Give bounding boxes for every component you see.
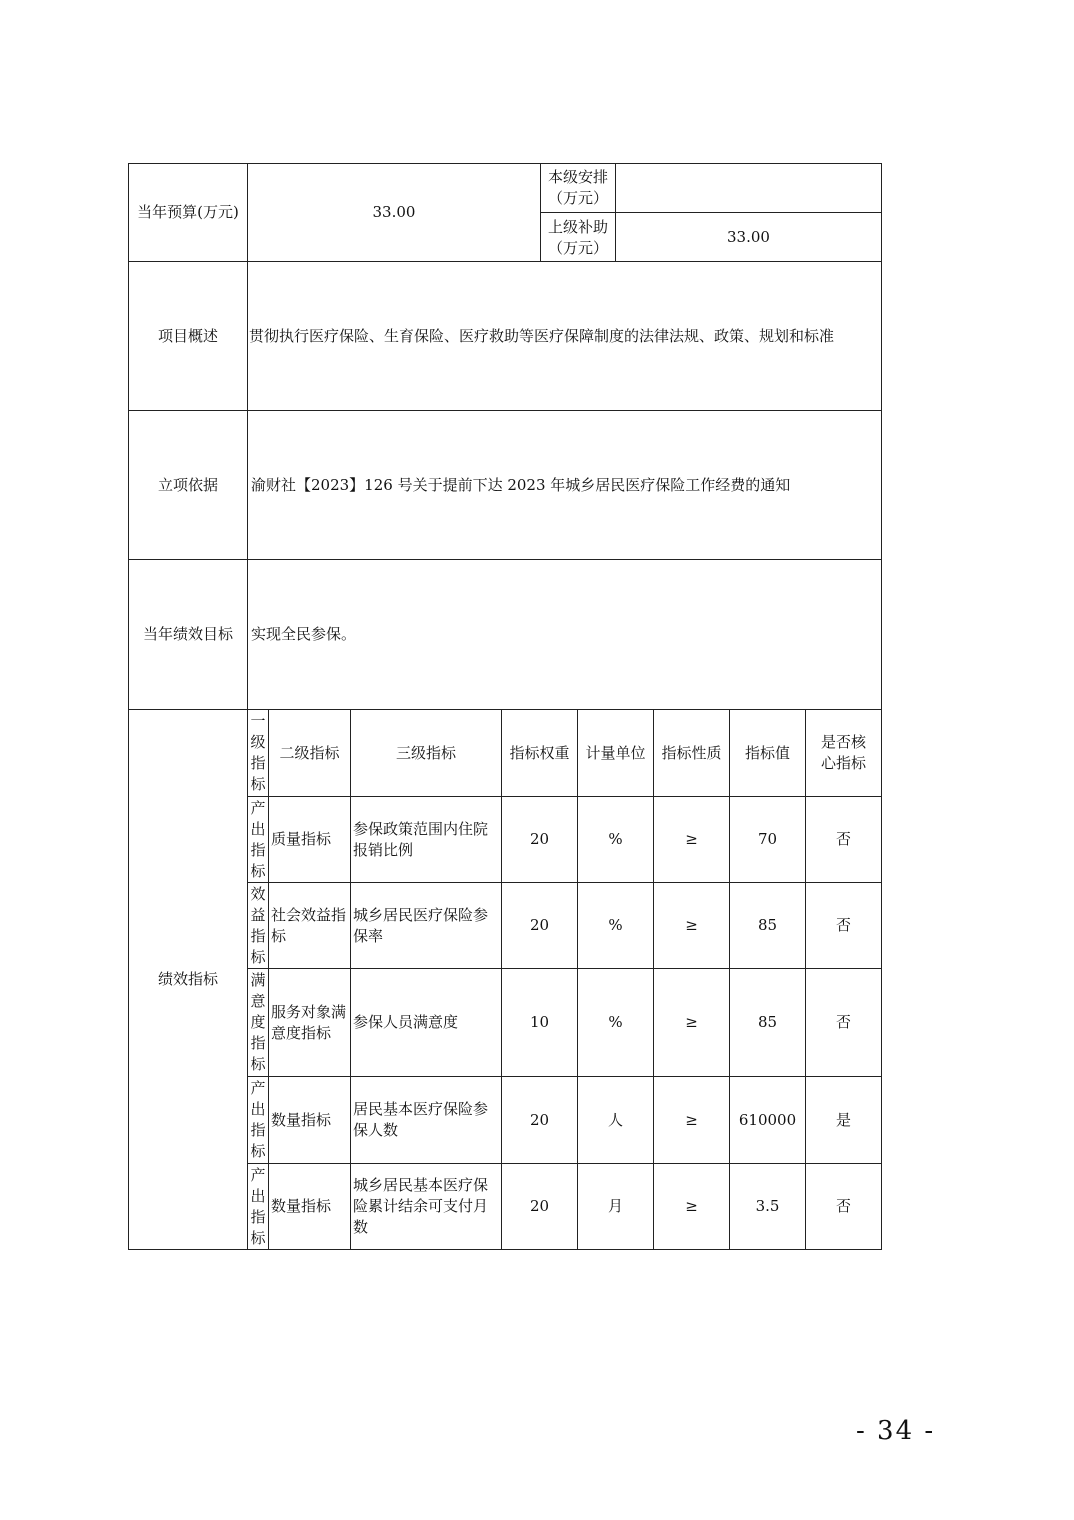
header-level3: 三级指标 xyxy=(395,743,456,762)
row-unit: % xyxy=(608,1013,623,1031)
overview-label: 项目概述 xyxy=(157,326,218,345)
row-value: 610000 xyxy=(738,1110,797,1129)
basis-label: 立项依据 xyxy=(157,475,218,494)
local-budget-value xyxy=(616,163,881,212)
row-value: 70 xyxy=(757,830,778,848)
row-nature: ≥ xyxy=(685,1013,698,1031)
row-core: 否 xyxy=(835,830,851,848)
row-value: 3.5 xyxy=(755,1197,780,1215)
row-level2: 质量指标 xyxy=(271,830,332,848)
row-weight: 20 xyxy=(529,830,550,848)
row-level1: 产出指标 xyxy=(250,1165,266,1247)
row-level1: 产出指标 xyxy=(250,1079,266,1160)
row-unit: 月 xyxy=(607,1197,623,1215)
row-level3: 参保政策范围内住院报销比例 xyxy=(353,819,489,859)
goal-label: 当年绩效目标 xyxy=(142,625,233,643)
row-weight: 20 xyxy=(529,916,550,934)
row-weight: 20 xyxy=(529,1110,550,1129)
page-number: - 34 - xyxy=(856,1416,936,1446)
budget-total: 33.00 xyxy=(372,203,416,221)
row-level3: 居民基本医疗保险参保人数 xyxy=(353,1100,489,1139)
header-level2: 二级指标 xyxy=(279,743,340,762)
row-level2: 社会效益指标 xyxy=(271,905,347,945)
row-level3: 参保人员满意度 xyxy=(353,1013,459,1031)
row-level3: 城乡居民医疗保险参保率 xyxy=(353,905,489,945)
local-budget-label: 本级安排（万元） xyxy=(547,167,608,207)
goal-text: 实现全民参保。 xyxy=(251,625,357,643)
budget-label: 当年预算(万元) xyxy=(137,203,239,221)
basis-text: 渝财社【2023】126 号关于提前下达 2023 年城乡居民医疗保险工作经费的通知 xyxy=(251,475,791,494)
row-nature: ≥ xyxy=(685,1110,698,1129)
row-value: 85 xyxy=(757,1013,778,1031)
row-unit: % xyxy=(608,830,623,848)
row-nature: ≥ xyxy=(685,830,698,848)
row-nature: ≥ xyxy=(685,1197,698,1215)
row-level2: 数量指标 xyxy=(271,1197,332,1215)
row-unit: 人 xyxy=(607,1110,623,1129)
row-core: 否 xyxy=(835,916,851,934)
table-border-bottom xyxy=(128,1249,882,1250)
row-value: 85 xyxy=(757,916,778,934)
header-value: 指标值 xyxy=(744,743,790,762)
upper-budget-label: 上级补助（万元） xyxy=(547,217,608,257)
row-level2: 数量指标 xyxy=(271,1110,332,1129)
row-level1: 满意度指标 xyxy=(250,971,266,1073)
header-unit: 计量单位 xyxy=(585,743,646,762)
row-weight: 20 xyxy=(529,1197,550,1215)
header-weight: 指标权重 xyxy=(509,743,570,762)
row-unit: % xyxy=(608,916,623,934)
row-core: 否 xyxy=(835,1013,851,1031)
row-nature: ≥ xyxy=(685,916,698,934)
row-core: 是 xyxy=(835,1110,851,1129)
row-weight: 10 xyxy=(529,1013,550,1031)
row-level1: 效益指标 xyxy=(250,884,266,966)
row-level2: 服务对象满意度指标 xyxy=(271,1002,347,1042)
upper-budget-value: 33.00 xyxy=(727,228,770,246)
row-level3: 城乡居民基本医疗保险累计结余可支付月数 xyxy=(353,1176,489,1236)
header-level1: 一级指标 xyxy=(250,712,266,793)
table-border-right xyxy=(881,163,882,1250)
indicators-label: 绩效指标 xyxy=(157,970,218,988)
row-core: 否 xyxy=(835,1197,851,1215)
header-nature: 指标性质 xyxy=(661,743,722,762)
overview-text: 贯彻执行医疗保险、生育保险、医疗救助等医疗保障制度的法律法规、政策、规划和标准 xyxy=(249,326,835,345)
header-core: 是否核心指标 xyxy=(820,733,866,772)
row-level1: 产出指标 xyxy=(250,798,266,880)
